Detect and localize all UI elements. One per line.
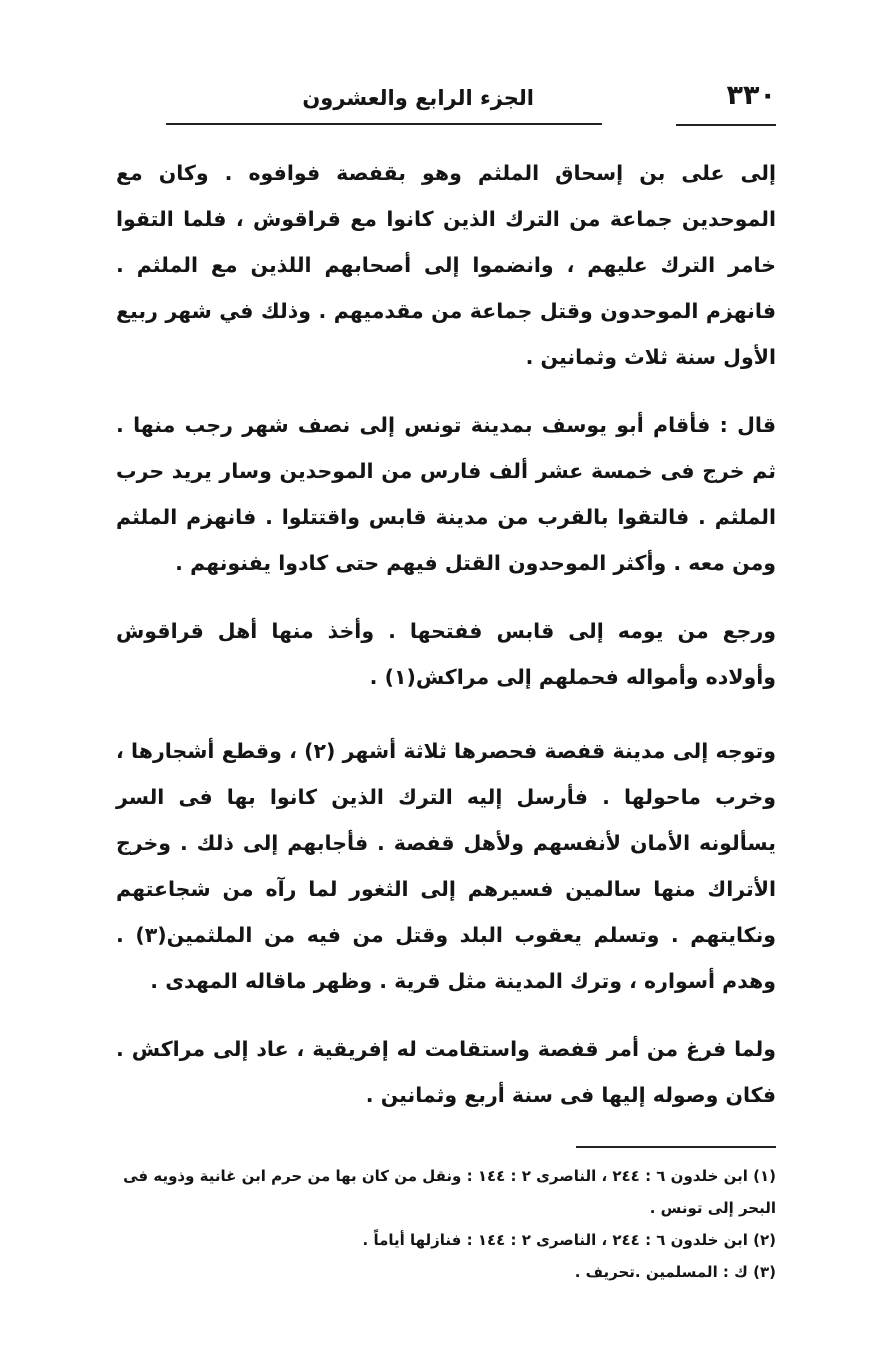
footnote: (٢) ابن خلدون ٦ : ٢٤٤ ، الناصرى ٢ : ١٤٤ : فنازلها أياماً . <box>362 1231 776 1249</box>
running-title: الجزء الرابع والعشرون <box>302 86 534 110</box>
paragraph: وتوجه إلى مدينة قفصة فحصرها ثلاثة أشهر (٢) ، وقطع أشجارها ، وخرب ماحولها . فأرسل إليه الترك الذين كانوا بها فى السر يسألونه الأمان لأنفسهم ولأهل قفصة . فأجابهم إلى ذلك . وخرج الأتراك منها سالمين فسيرهم إلى الثغور لما رآه من شجاعتهم ونكايتهم . وتسلم يعقوب البلد وقتل من فيه من الملثمين(٣) . وهدم أسواره ، وترك المدينة مثل قرية . وظهر ماقاله المهدى . <box>116 739 777 993</box>
header-rule <box>166 123 602 125</box>
footnote-separator <box>576 1146 776 1148</box>
header-rule <box>676 124 776 126</box>
paragraph: ورجع من يومه إلى قابس ففتحها . وأخذ منها أهل قراقوش وأولاده وأمواله فحملهم إلى مراكش(١) . <box>116 619 776 689</box>
paragraph: إلى على بن إسحاق الملثم وهو بقفصة فوافوه . وكان مع الموحدين جماعة من الترك الذين كانوا مع قراقوش ، فلما التقوا خامر الترك عليهم ، وانضموا إلى أصحابهم اللذين مع الملثم . فانهزم الموحدون وقتل جماعة من مقدميهم . وذلك في شهر ربيع الأول سنة ثلاث وثمانين . <box>116 161 776 369</box>
footnotes <box>116 1160 776 1288</box>
paragraph: ولما فرغ من أمر قفصة واستقامت له إفريقية ، عاد إلى مراكش . فكان وصوله إليها فى سنة أربع وثمانين . <box>116 1037 776 1107</box>
footnote: (١) ابن خلدون ٦ : ٢٤٤ ، الناصرى ٢ : ١٤٤ : ونقل من كان بها من حرم ابن غانية وذويه فى البحر إلى تونس . <box>123 1167 776 1217</box>
page-number: ٣٣٠ <box>726 80 776 111</box>
body-text <box>116 150 776 1118</box>
running-header <box>0 80 894 140</box>
footnote: (٣) ك : المسلمين .تحريف . <box>574 1263 776 1281</box>
paragraph: قال : فأقام أبو يوسف بمدينة تونس إلى نصف شهر رجب منها . ثم خرج فى خمسة عشر ألف فارس من الموحدين وسار يريد حرب الملثم . فالتقوا بالقرب من مدينة قابس واقتتلوا . فانهزم الملثم ومن معه . وأكثر الموحدون القتل فيهم حتى كادوا يفنونهم . <box>116 413 776 575</box>
